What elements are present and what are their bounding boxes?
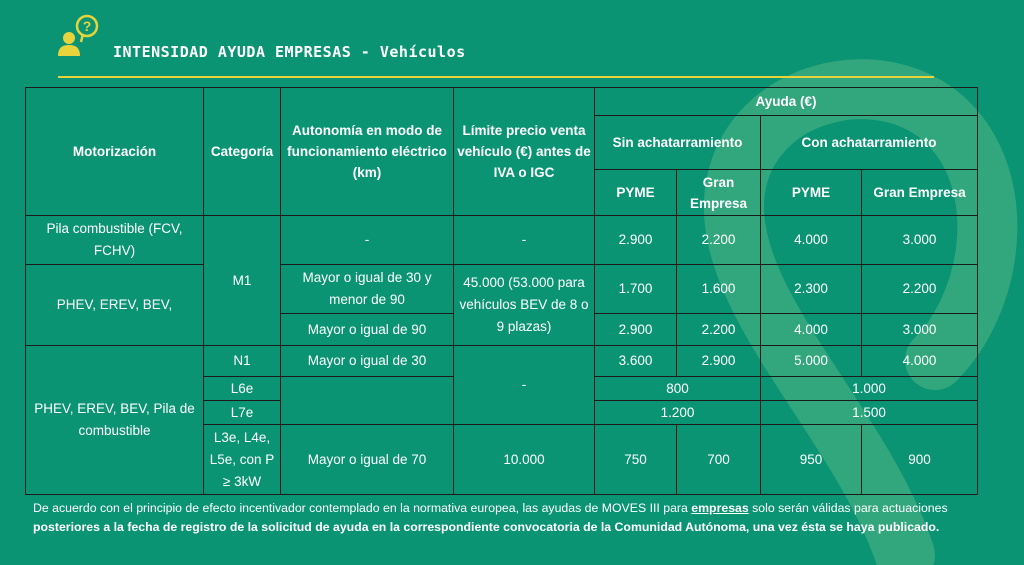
value-cell: 700 — [677, 425, 761, 495]
value-cell: 2.900 — [595, 216, 677, 265]
value-cell: 750 — [595, 425, 677, 495]
limite-cell: 45.000 (53.000 para vehículos BEV de 8 o 9 plazas) — [454, 265, 595, 346]
value-cell: 2.200 — [677, 216, 761, 265]
aid-table — [25, 87, 978, 495]
value-cell: 800 — [595, 377, 761, 401]
header-ayuda: Ayuda (€) — [595, 88, 978, 116]
value-cell: 950 — [761, 425, 862, 495]
value-cell: 1.500 — [761, 401, 978, 425]
category-cell: N1 — [204, 346, 281, 377]
value-cell: 3.000 — [862, 216, 978, 265]
category-m1: M1 — [204, 216, 281, 346]
value-cell: 1.600 — [677, 265, 761, 314]
value-cell: 900 — [862, 425, 978, 495]
page-title: INTENSIDAD AYUDA EMPRESAS - Vehículos — [113, 43, 466, 61]
autonomia-cell: Mayor o igual de 90 — [281, 314, 454, 346]
title-divider — [58, 76, 934, 78]
table-row — [26, 346, 978, 377]
svg-text:?: ? — [82, 18, 92, 34]
limite-cell: 10.000 — [454, 425, 595, 495]
autonomia-cell: Mayor o igual de 30 — [281, 346, 454, 377]
header-pyme-con: PYME — [761, 170, 862, 216]
footnote-bold-text: posteriores a la fecha de registro de la solicitud de ayuda en la correspondiente convocatoria de la Comunidad Autónoma, una vez ésta se haya publicado. — [33, 520, 940, 534]
value-cell: 5.000 — [761, 346, 862, 377]
value-cell: 3.000 — [862, 314, 978, 346]
footnote-empresas-link: empresas — [691, 501, 749, 515]
value-cell: 2.900 — [595, 314, 677, 346]
header-gran-empresa-sin: Gran Empresa — [677, 170, 761, 216]
header-sin-achatarramiento: Sin achatarramiento — [595, 116, 761, 170]
value-cell: 3.600 — [595, 346, 677, 377]
value-cell: 4.000 — [761, 216, 862, 265]
value-cell: 1.200 — [595, 401, 761, 425]
value-cell: 1.000 — [761, 377, 978, 401]
header-con-achatarramiento: Con achatarramiento — [761, 116, 978, 170]
table-row — [26, 265, 978, 314]
header-motorizacion: Motorización — [26, 88, 204, 216]
autonomia-cell — [281, 377, 454, 425]
help-person-icon — [56, 14, 102, 56]
value-cell: 2.200 — [862, 265, 978, 314]
header-categoria: Categoría — [204, 88, 281, 216]
autonomia-cell: - — [281, 216, 454, 265]
autonomia-cell: Mayor o igual de 30 y menor de 90 — [281, 265, 454, 314]
category-cell: L6e — [204, 377, 281, 401]
limite-cell: - — [454, 346, 595, 425]
footnote — [33, 499, 983, 537]
footnote-text: solo serán válidas para actuaciones — [748, 501, 948, 515]
footnote-text: De acuerdo con el principio de efecto incentivador contemplado en la normativa europea, las ayudas de MOVES III para — [33, 501, 692, 515]
category-cell: L3e, L4e, L5e, con P ≥ 3kW — [204, 425, 281, 495]
value-cell: 4.000 — [761, 314, 862, 346]
autonomia-cell: Mayor o igual de 70 — [281, 425, 454, 495]
group-phev: PHEV, EREV, BEV, — [26, 265, 204, 346]
value-cell: 2.200 — [677, 314, 761, 346]
value-cell: 2.300 — [761, 265, 862, 314]
value-cell: 1.700 — [595, 265, 677, 314]
header-autonomia: Autonomía en modo de funcionamiento eléctrico (km) — [281, 88, 454, 216]
group-phev-pila: PHEV, EREV, BEV, Pila de combustible — [26, 346, 204, 495]
header-limite-precio: Límite precio venta vehículo (€) antes de IVA o IGC — [454, 88, 595, 216]
value-cell: 2.900 — [677, 346, 761, 377]
header-pyme-sin: PYME — [595, 170, 677, 216]
table-row — [26, 216, 978, 265]
header-gran-empresa-con: Gran Empresa — [862, 170, 978, 216]
category-cell: L7e — [204, 401, 281, 425]
limite-cell: - — [454, 216, 595, 265]
value-cell: 4.000 — [862, 346, 978, 377]
group-fcv: Pila combustible (FCV, FCHV) — [26, 216, 204, 265]
